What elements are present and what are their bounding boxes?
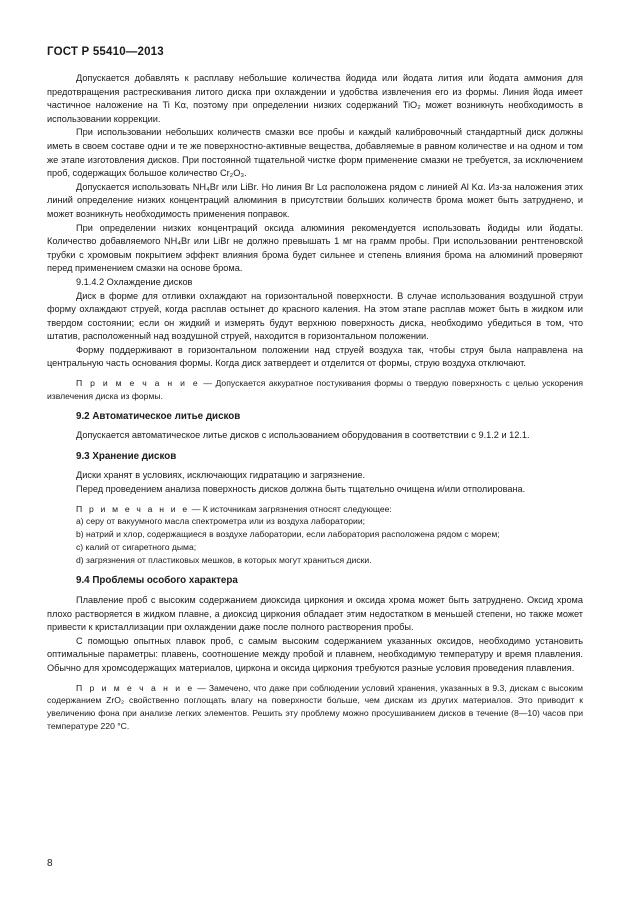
section-heading: 9.2 Автоматическое литье дисков [76, 410, 241, 422]
document-header: ГОСТ Р 55410—2013 [47, 46, 164, 58]
section-heading: 9.3 Хранение дисков [76, 450, 177, 462]
note-list-item: b) натрий и хлор, содержащиеся в воздухе лаборатории, если лаборатория расположена рядом с морем; [76, 529, 500, 540]
note-label: П р и м е ч а н и е [76, 378, 200, 389]
paragraph: Плавление проб с высоким содержанием диоксида циркония и оксида хрома может быть затруднено. Оксид хрома плохо растворяется в жидком плавне, а диоксид циркония обладает этим недостатком в меньшей степени, но также может привести к кристаллизации при охлаждении даже после полного растворения пробы. [47, 595, 583, 633]
paragraph: При определении низких концентраций оксида алюминия рекомендуется использовать йодиды или йодаты. Количество добавляемого NH₄Br или LiBr не должно превышать 1 мг на грамм пробы. При использовании рентгеновской трубки с хромовым покрытием эффект влияния брома будет сильнее и степень влияния брома на алюминий проверяют перед применением смазки на основе брома. [47, 222, 583, 274]
note-label: П р и м е ч а н и е [76, 503, 190, 514]
note-list-item: d) загрязнения от пластиковых мешков, в которых могут храниться диски. [76, 555, 372, 566]
paragraph: Диски хранят в условиях, исключающих гидратацию и загрязнение. [76, 470, 366, 481]
note [47, 503, 583, 516]
note [47, 682, 583, 733]
note-text: — К источникам загрязнения относят следующее: [189, 503, 392, 514]
note-list-item: c) калий от сигаретного дыма; [76, 542, 197, 553]
page-number: 8 [47, 858, 53, 869]
paragraph: При использовании небольших количеств смазки все пробы и каждый калибровочный стандартный диск должны иметь в своем составе одни и те же поверхностно-активные вещества, добавляемые в равном количестве и на одном и том же этапе изготовления дисков. При постоянной тщательной чистке форм применение смазки не требуется, за исключением проб, содержащих большое количество Cr₂O₃. [47, 127, 583, 179]
paragraph: Форму поддерживают в горизонтальном положении над струей воздуха так, чтобы струя была направлена на центральную часть основания формы. Когда диск затвердеет и отделится от формы, струю воздуха отключают. [47, 344, 583, 369]
paragraph: Допускается автоматическое литье дисков с использованием оборудования в соответствии с 9.1.2 и 12.1. [76, 430, 530, 441]
note-text: — Допускается аккуратное постукивания формы о твердую поверхность с целью ускорения извлечения диска из формы. [47, 378, 583, 401]
section-heading: 9.4 Проблемы особого характера [76, 575, 238, 587]
paragraph: Допускается использовать NH₄Br или LiBr. Но линия Br Lα расположена рядом с линией Al Kα. Из-за наложения этих линий определение низких концентраций алюминия в присутствии больших количеств брома может быть затруднено, и может возникнуть необходимость применения поправок. [47, 181, 583, 219]
paragraph: Допускается добавлять к расплаву небольшие количества йодида или йодата лития или йодата аммония для предотвращения растрескивания литого диска при охлаждении и удобства извлечения его из формы. Линия йода имеет частичное наложение на Ti Kα, поэтому при определении низких содержаний TiO₂ может возникнуть необходимость в использовании коррекции. [47, 73, 583, 124]
paragraph: Диск в форме для отливки охлаждают на горизонтальной поверхности. В случае использования воздушной струи форму охлаждают струей, когда расплав остынет до красного каления. На этом этапе расплав может быть в жидком или твердом состоянии; если он жидкий и измерять будут верхнюю поверхность диска, необходимо убедиться в том, что штатив, расположенный над воздушной струей, находится в горизонтальном положении. [47, 290, 583, 342]
subsection-heading: 9.1.4.2 Охлаждение дисков [76, 276, 193, 287]
note [47, 377, 583, 403]
paragraph: С помощью опытных плавок проб, с самым высоким содержанием указанных оксидов, необходимо установить оптимальные параметры: плавень, соотношение между пробой и плавнем, необходимую температуру и время плавления. Обычно для хромсодержащих материалов, циркона и оксида циркония требуются разные условия проведения плавления. [47, 635, 583, 673]
note-label: П р и м е ч а н и е [76, 682, 195, 693]
note-text: — Замечено, что даже при соблюдении условий хранения, указанных в 9.3, дискам с высоким содержанием ZrO₂ свойственно поглощать влагу на поверхности больше, чем дискам из других материалов. Это приводит к увеличению фона при анализе легких элементов. Решить эту проблему можно просушиванием дисков в течение (8—10) часов при температуре 220 °С. [47, 682, 583, 731]
paragraph: Перед проведением анализа поверхность дисков должна быть тщательно очищена и/или отполирована. [76, 484, 526, 495]
note-list-item: а) серу от вакуумного масла спектрометра или из воздуха лаборатории; [76, 516, 366, 527]
page-content [47, 72, 583, 733]
